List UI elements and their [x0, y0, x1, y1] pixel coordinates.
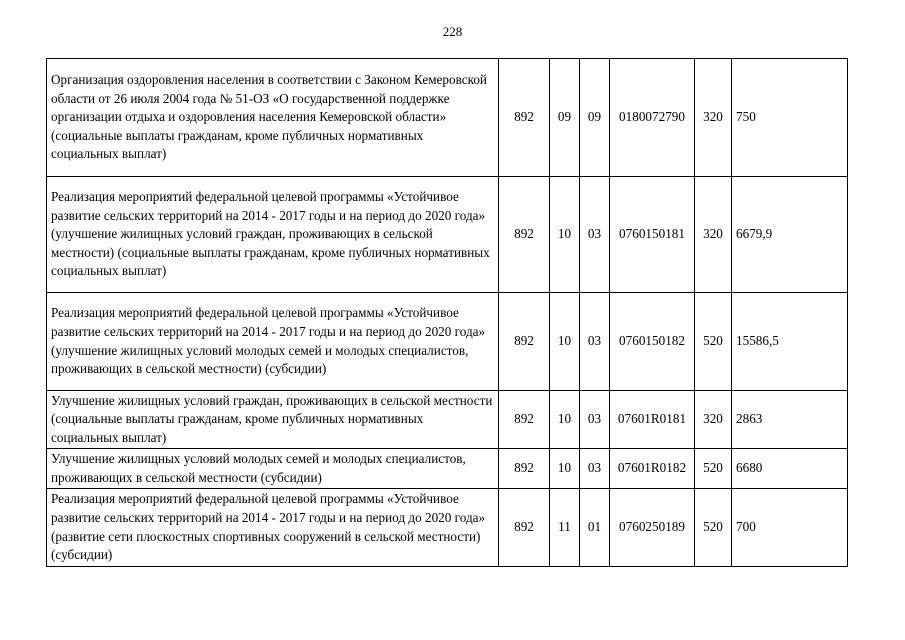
row-target-article: 0760150181 — [610, 177, 695, 293]
row-expense-type: 520 — [695, 293, 732, 391]
table-row — [47, 293, 848, 391]
table-row — [47, 177, 848, 293]
row-admin-code: 892 — [499, 293, 550, 391]
row-amount: 6680 — [732, 449, 848, 489]
row-subsection-code: 03 — [580, 293, 610, 391]
row-description: Реализация мероприятий федеральной целевой программы «Устойчивое развитие сельских территорий на 2014 - 2017 годы и на период до 2020 года» (развитие сети плоскостных спортивных сооружений в сельской местности) (субсидии) — [47, 489, 499, 567]
row-section-code: 10 — [550, 391, 580, 449]
row-description: Реализация мероприятий федеральной целевой программы «Устойчивое развитие сельских территорий на 2014 - 2017 годы и на период до 2020 года» (улучшение жилищных условий молодых семей и молодых специалистов, проживающих в сельской местности) (субсидии) — [47, 293, 499, 391]
row-description: Реализация мероприятий федеральной целевой программы «Устойчивое развитие сельских территорий на 2014 - 2017 годы и на период до 2020 года» (улучшение жилищных условий граждан, проживающих в сельской местности) (социальные выплаты гражданам, кроме публичных нормативных социальных выплат) — [47, 177, 499, 293]
row-admin-code: 892 — [499, 391, 550, 449]
row-section-code: 10 — [550, 177, 580, 293]
row-description: Организация оздоровления населения в соответствии с Законом Кемеровской области от 26 июля 2004 года № 51-ОЗ «О государственной поддержке организации отдыха и оздоровления населения Кемеровской области» (социальные выплаты гражданам, кроме публичных нормативных социальных выплат) — [47, 59, 499, 177]
row-subsection-code: 01 — [580, 489, 610, 567]
row-section-code: 10 — [550, 449, 580, 489]
row-target-article: 07601R0181 — [610, 391, 695, 449]
row-amount: 2863 — [732, 391, 848, 449]
row-subsection-code: 03 — [580, 177, 610, 293]
row-expense-type: 520 — [695, 449, 732, 489]
page-number: 228 — [442, 24, 463, 39]
row-subsection-code: 03 — [580, 391, 610, 449]
row-admin-code: 892 — [499, 177, 550, 293]
row-amount: 6679,9 — [732, 177, 848, 293]
row-section-code: 10 — [550, 293, 580, 391]
budget-table — [46, 58, 848, 567]
row-amount: 15586,5 — [732, 293, 848, 391]
row-target-article: 0760150182 — [610, 293, 695, 391]
table-row — [47, 59, 848, 177]
row-subsection-code: 03 — [580, 449, 610, 489]
row-section-code: 09 — [550, 59, 580, 177]
row-amount: 700 — [732, 489, 848, 567]
row-target-article: 0760250189 — [610, 489, 695, 567]
row-admin-code: 892 — [499, 489, 550, 567]
row-expense-type: 320 — [695, 391, 732, 449]
row-target-article: 0180072790 — [610, 59, 695, 177]
row-section-code: 11 — [550, 489, 580, 567]
row-target-article: 07601R0182 — [610, 449, 695, 489]
row-amount: 750 — [732, 59, 848, 177]
row-description: Улучшение жилищных условий молодых семей и молодых специалистов, проживающих в сельской местности (субсидии) — [47, 449, 499, 489]
table-row — [47, 391, 848, 449]
row-expense-type: 520 — [695, 489, 732, 567]
row-expense-type: 320 — [695, 59, 732, 177]
row-description: Улучшение жилищных условий граждан, проживающих в сельской местности (социальные выплаты гражданам, кроме публичных нормативных социальных выплат) — [47, 391, 499, 449]
row-subsection-code: 09 — [580, 59, 610, 177]
row-admin-code: 892 — [499, 59, 550, 177]
row-expense-type: 320 — [695, 177, 732, 293]
row-admin-code: 892 — [499, 449, 550, 489]
table-row — [47, 449, 848, 489]
table-row — [47, 489, 848, 567]
